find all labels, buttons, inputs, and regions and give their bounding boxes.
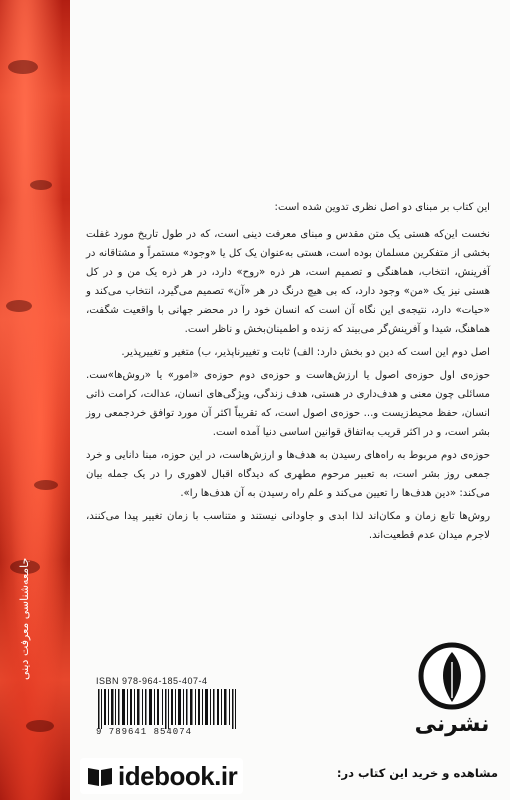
- brand-link[interactable]: [80, 758, 243, 794]
- isbn-block: [96, 676, 246, 736]
- blurb-paragraph: حوزه‌ی اول حوزه‌ی اصول یا ارزش‌هاست و حوزه‌ی دوم حوزه‌ی «امور» یا «روش‌ها»ست. مسائلی چون معنی و هدف‌داری در هستی، هدف زندگی، ویژگی‌های انسان، عدالت، کرامت ذاتی انسان، حفظ محیط‌زیست و... حوزه‌ی اصول است، که تقریباً اکثر آن مورد توافق خردجمعی روز بشر است، و در اکثر قریب به‌اتفاق قوانین اساسی دنیا آمده است.: [86, 370, 490, 438]
- blurb-paragraph: نخست این‌که هستی یک متن مقدس و مبنای معرفت دینی است، که در طول تاریخ مورد غفلت بخشی از متفکرین مسلمان بوده است، هستی به‌عنوان یک کل یا «وجود» مستمراً و مشتاقانه در آفرینش، انتخاب، هماهنگی و تصمیم است، هر ذره «روح» دارد، در هر ذره یک من و در کل هستی نیز یک «من» وجود دارد، که بی هیچ درنگ در هر «آن» تصمیم می‌گیرد، انتخاب می‌کند و «حیات» دارد، نتیجه‌ی این نگاه آن است که انسان خود را در محضر جهانی با واقعیت شگفت، هماهنگ، شیدا و آفرینش‌گر می‌بیند که زنده و اطمینان‌بخش و ناظر است.: [86, 229, 490, 335]
- spine-book-title: جامعه‌شناسی معرفت دینی: [18, 557, 31, 680]
- barcode-number: 9 789641 854074: [96, 727, 193, 737]
- barcode-icon: [96, 689, 246, 729]
- blurb-paragraph: اصل دوم این است که دین دو بخش دارد: الف) ثابت و تغییرناپذیر، ب) متغیر و تغییرپذیر.: [121, 347, 490, 358]
- book-icon: [86, 762, 114, 790]
- blurb-paragraph: حوزه‌ی دوم مربوط به راه‌های رسیدن به هدف‌ها و ارزش‌هاست، در این حوزه، مبنا دانایی و خرد جمعی روز بشر است، به تعبیر مرحوم مطهری که دیدگاه اقبال لاهوری را در یک جمله بیان می‌کند: «دین هدف‌ها را تعیین می‌کند و علم راه رسیدن به آن هدف‌ها را».: [86, 450, 490, 499]
- blurb-paragraph: روش‌ها تابع زمان و مکان‌اند لذا ابدی و جاودانی نیستند و متناسب با زمان تغییر پیدا می‌کنند، لاجرم میدان عدم قطعیت‌اند.: [86, 511, 490, 541]
- publisher-name: نشرنی: [414, 712, 490, 737]
- blurb-text: [86, 198, 490, 549]
- cover-art-strip: [0, 0, 70, 800]
- footer-banner: [70, 752, 510, 800]
- isbn-label: ISBN 978-964-185-407-4: [96, 676, 208, 686]
- brand-name: idebook.ir: [118, 760, 238, 791]
- blurb-paragraph: این کتاب بر مبنای دو اصل نظری تدوین شده است:: [274, 202, 490, 213]
- purchase-cta: مشاهده و خرید این کتاب در:: [336, 766, 498, 780]
